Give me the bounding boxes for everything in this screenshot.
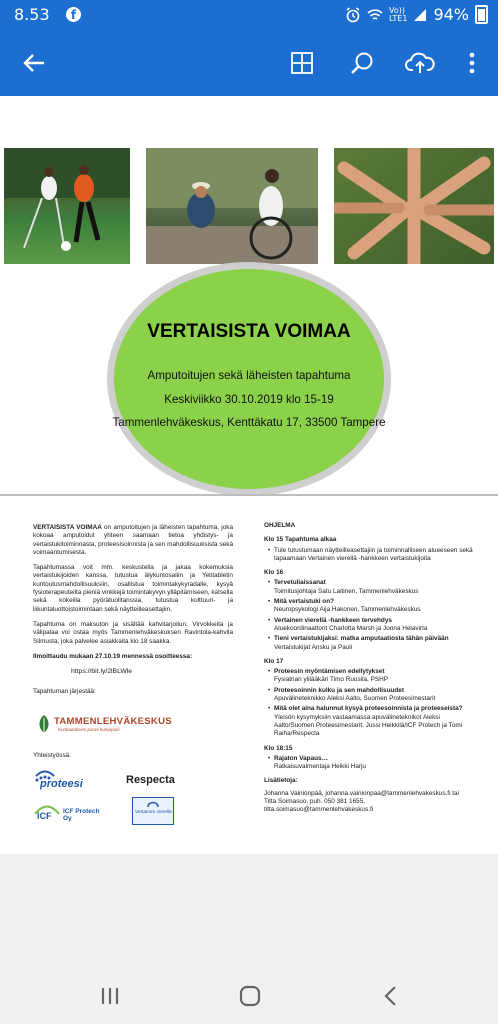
svg-text:ICF: ICF	[37, 811, 52, 820]
wifi-icon	[367, 8, 383, 22]
program-item-detail: Aluekoordinaattorit Charlotta Marsh ja Jonna Helavirta	[274, 624, 428, 632]
photo-joined-hands	[334, 148, 494, 264]
program-title: Tapahtuma alkaa	[284, 536, 337, 544]
program-item	[274, 705, 474, 738]
leaf-icon	[36, 714, 52, 734]
photo-amputee-football	[4, 148, 130, 264]
recent-apps-icon[interactable]	[96, 982, 124, 1010]
photo-wheelchair	[146, 148, 318, 264]
program-item-detail: Toimitusjohtaja Satu Laitinen, Tammenlehväkeskus	[274, 587, 419, 595]
vertainen-vierella-logo: Vertainen vierellä	[132, 797, 174, 825]
battery-percent: 94%	[433, 5, 469, 24]
grid-icon[interactable]	[286, 47, 318, 79]
back-arrow-icon[interactable]	[18, 47, 50, 79]
cloud-upload-icon[interactable]	[404, 47, 436, 79]
program-item	[274, 687, 474, 704]
program-column	[264, 522, 474, 815]
contact-label: Lisätietoja:	[264, 777, 298, 785]
program-item-title: • Rajaton Vapaus…	[274, 754, 328, 762]
program-heading: OHJELMA	[264, 522, 296, 529]
activities-paragraph: Tapahtumassa voit mm. keskustella ja jakaa kokemuksia vertaistukijoiden kanssa, tutustua älykuntosaliin ja Yetitabletin kuntoutusmahdollisuuksiin, osallistua toimintakykyradalle, kysyä fysioterapeuteilta pieniä vinkkejä toimintakyvyn ylläpitämiseen, katsella sekä kokeilla pyörätuolitanssia, tutustua kulttuuri- ja liikuntaluottoistoimintaan sekä näytteilleasettajiin.	[33, 564, 233, 613]
status-icons	[345, 5, 488, 24]
program-item-title: • Vertainen vierellä -hankkeen tervehdys	[274, 616, 392, 624]
flyer-datetime: Keskiviikko 30.10.2019 klo 15-19	[164, 393, 334, 406]
program-item-title: • Mitä olet aina halunnut kysyä proteesoinnista ja proteeseista?	[274, 705, 463, 713]
intro-paragraph: VERTAISISTA VOIMAA on amputoitujen ja läheisten tapahtuma, joka kokoaa amputoidut yhteen saamaan tietoa yhdistys- ja vertaistukitoiminnasta, proteesisoinnista ja sen mahdollisuuksista sekä voimaantumisesta.	[33, 524, 234, 556]
program-item-title: • Tervetuliaissanat	[274, 579, 326, 587]
program-time: Klo 17	[264, 657, 284, 665]
program-item	[274, 547, 474, 564]
program-item-detail: Yleisön kysymyksiin vastaamassa apuvälineteknikot Aleksi Aalto/Suomen Proteesimestarit, Jussi Heikkilä/ICF Protech ja Tomi Raiha/Respecta	[274, 713, 463, 738]
program-item-detail: Apuvälineteknikko Aleksi Aalto, Suomen Proteesimestarit	[274, 695, 436, 703]
program-item-title: • Tieni vertaistukijaksi: matka amputaatiosta tähän päivään	[274, 635, 449, 643]
alarm-icon	[345, 7, 361, 23]
program-item-detail: • Tule tutustumaan näytteilleasettajiin ja toiminnalliseen alueeseen sekä tapaamaan Vertainen vierellä -hankkeen vertaistukijoita	[274, 546, 473, 562]
back-icon[interactable]	[376, 982, 404, 1010]
program-item-title: • Mitä vertaistuki on?	[274, 598, 335, 606]
registration-text: Ilmoittaudu mukaan 27.10.19 mennessä osoitteessa:	[33, 652, 193, 660]
search-icon[interactable]	[346, 47, 378, 79]
program-item-detail: Ratkaisuvalmentaja Heikki Harju	[274, 763, 366, 771]
program-block	[264, 536, 474, 563]
flyer-subtitle: Amputoitujen sekä läheisten tapahtuma	[147, 369, 351, 382]
program-item-detail: Fysiatrian ylilääkäri Timo Ruusila, PSHP	[274, 676, 389, 684]
program-item	[274, 755, 474, 772]
program-blocks	[264, 536, 474, 771]
program-item	[274, 598, 474, 615]
program-item-title: • Proteesoinnin kulku ja sen mahdollisuudet	[274, 686, 404, 694]
partners-label: Yhteistyössä:	[33, 752, 72, 759]
organizer-label: Tapahtuman järjestää:	[33, 688, 96, 696]
program-item-detail: Neuropsykologi Aija Hakonen, Tammenlehväkeskus	[274, 606, 421, 614]
facebook-icon: f	[66, 7, 81, 22]
app-toolbar	[0, 30, 498, 96]
signal-icon	[413, 8, 427, 22]
registration-link[interactable]: https://bit.ly/2lBLWle	[71, 668, 133, 676]
program-item	[274, 635, 474, 652]
flyer-title: VERTAISISTA VOIMAA	[147, 321, 351, 342]
program-time: Klo 18:15	[264, 744, 293, 752]
clock: 8.53	[14, 5, 50, 24]
document-page[interactable]	[0, 96, 498, 854]
proteesi-logo: proteesi	[34, 770, 94, 794]
home-icon[interactable]	[236, 982, 264, 1010]
tammenlehvakeskus-logo: TAMMENLEHVÄKESKUS Kuntoutuksesi paras kumppani	[36, 714, 146, 736]
program-item	[274, 617, 474, 634]
contact-line: Johanna Vainionpää, johanna.vainionpaa@tammenlehvakeskus.fi tai	[264, 789, 460, 797]
program-block	[264, 745, 474, 772]
status-bar	[0, 0, 498, 30]
program-time: Klo 15 Tapahtuma alkaa	[264, 536, 337, 544]
program-time: Klo 16	[264, 569, 284, 577]
intro-column	[33, 524, 233, 704]
program-item-detail: Vertaistukijat Ansku ja Pauli	[274, 643, 353, 651]
icf-protech-logo: ICF ICF Protech Oy	[37, 808, 100, 822]
program-block	[264, 569, 474, 652]
more-vertical-icon[interactable]	[456, 47, 488, 79]
program-block	[264, 658, 474, 739]
flyer-location: Tammenlehväkeskus, Kenttäkatu 17, 33500 Tampere	[112, 416, 386, 429]
program-item-title: • Proteesin myöntämisen edellytykset	[274, 668, 385, 676]
info-paragraph: Tapahtuma on maksuton ja sisältää kahvitarjoilun. Virvokkeita ja välipalaa voi ostaa myös Tammenlehväkeskuksen Ravintola-kahvila Silmusta, joka palvelee asiakkaita klo 18 saakka.	[33, 620, 233, 645]
program-item	[274, 668, 474, 685]
program-item	[274, 579, 474, 596]
divider	[0, 494, 498, 496]
battery-icon	[475, 5, 488, 24]
network-type: Vo)) LTE1	[389, 5, 408, 23]
navigation-bar	[0, 966, 498, 1024]
respecta-logo: Respecta	[126, 774, 175, 786]
contact-line: Titta Soimasuo, puh. 050 381 1655, titta.soimasuo@tammenlehvakeskus.fi	[264, 798, 374, 814]
